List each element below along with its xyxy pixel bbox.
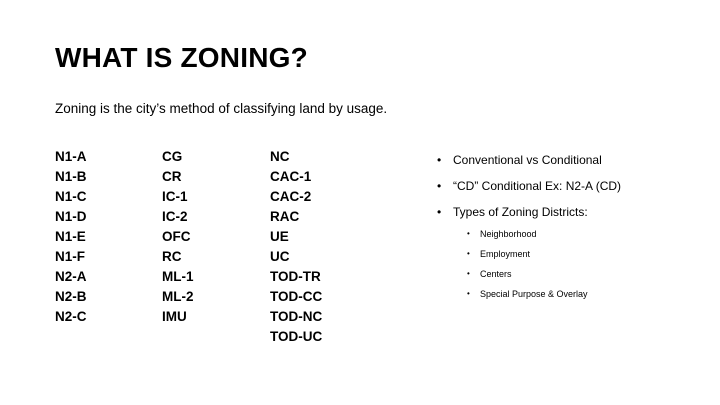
- zoning-code: IMU: [162, 309, 187, 324]
- zoning-code: UE: [270, 229, 289, 244]
- zoning-code: ML-1: [162, 269, 194, 284]
- zoning-code: N2-A: [55, 269, 87, 284]
- zoning-code: TOD-CC: [270, 289, 323, 304]
- sub-bullet-item: • Neighborhood: [453, 228, 707, 240]
- sub-bullet-item: • Employment: [453, 248, 707, 260]
- zoning-code: CAC-1: [270, 169, 312, 184]
- bullet-text: Conventional vs Conditional: [453, 153, 602, 167]
- zoning-codes-column-3: [270, 147, 322, 347]
- zoning-code: N1-F: [55, 249, 85, 264]
- zoning-code: N1-D: [55, 209, 87, 224]
- zoning-code: CAC-2: [270, 189, 312, 204]
- zoning-codes-column-1: [55, 147, 87, 327]
- zoning-code: IC-1: [162, 189, 188, 204]
- zoning-code: TOD-TR: [270, 269, 321, 284]
- zoning-code: RC: [162, 249, 182, 264]
- zoning-code: IC-2: [162, 209, 188, 224]
- zoning-code: CG: [162, 149, 183, 164]
- zoning-code: ML-2: [162, 289, 194, 304]
- zoning-code: RAC: [270, 209, 300, 224]
- bullet-item: [437, 204, 707, 300]
- zoning-code: N2-B: [55, 289, 87, 304]
- zoning-code: CR: [162, 169, 182, 184]
- sub-bullet-item: • Special Purpose & Overlay: [453, 288, 707, 300]
- zoning-code: OFC: [162, 229, 191, 244]
- bullet-list: [437, 152, 707, 300]
- zoning-code: N1-C: [55, 189, 87, 204]
- zoning-codes-column-2: [162, 147, 194, 327]
- bullet-text: Types of Zoning Districts:: [453, 205, 588, 219]
- bullet-item: [437, 178, 707, 194]
- district-types-list: [453, 228, 707, 300]
- zoning-code: TOD-UC: [270, 329, 323, 344]
- slide-subtitle: Zoning is the city’s method of classifying land by usage.: [55, 101, 388, 116]
- bullet-text: “CD” Conditional Ex: N2-A (CD): [453, 179, 622, 193]
- zoning-code: N1-A: [55, 149, 87, 164]
- sub-bullet-item: • Centers: [453, 268, 707, 280]
- zoning-code: N1-B: [55, 169, 87, 184]
- zoning-code: TOD-NC: [270, 309, 323, 324]
- zoning-code: NC: [270, 149, 290, 164]
- zoning-code: UC: [270, 249, 290, 264]
- zoning-code: N1-E: [55, 229, 86, 244]
- bullet-item: [437, 152, 707, 168]
- zoning-code: N2-C: [55, 309, 87, 324]
- slide-title: WHAT IS ZONING?: [55, 42, 308, 73]
